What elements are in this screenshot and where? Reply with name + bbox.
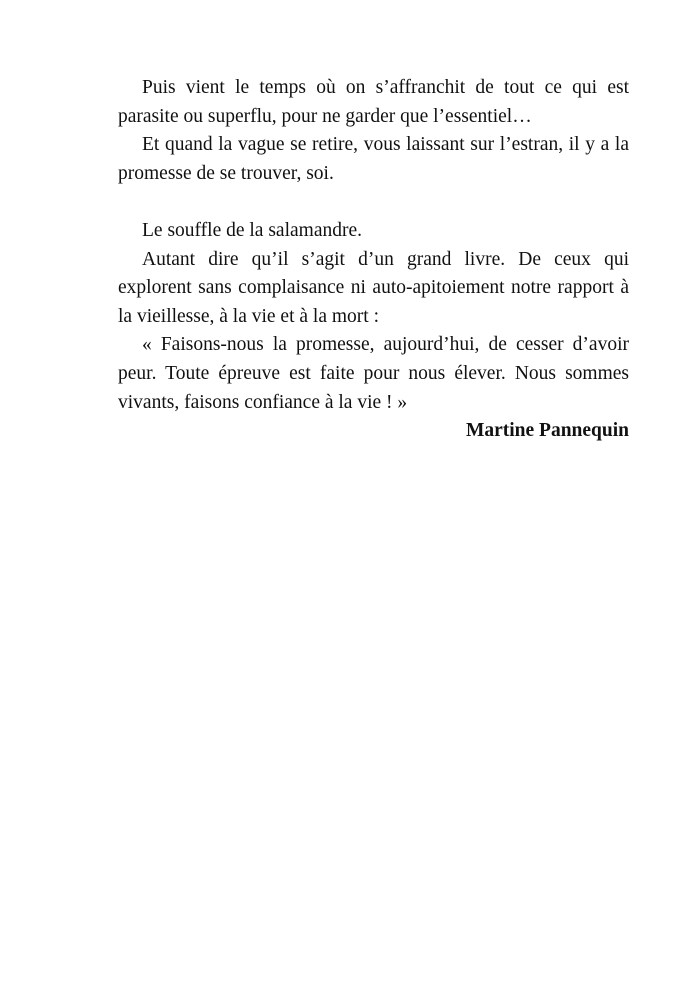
paragraph-estran: Et quand la vague se retire, vous laissant sur l’estran, il y a la promesse de se trouver, soi. bbox=[118, 134, 629, 184]
review-text bbox=[118, 74, 629, 446]
paragraph-essentiel: Puis vient le temps où on s’affranchit de tout ce qui est parasite ou superflu, pour ne garder que l’essentiel… bbox=[118, 77, 629, 127]
paragraph-book-title: Le souffle de la salamandre. bbox=[142, 219, 363, 241]
paragraph-quotation: « Faisons-nous la promesse, aujourd’hui, de cesser d’avoir peur. Toute épreuve est faite pour nous élever. Nous sommes vivants, faisons confiance à la vie ! » bbox=[118, 334, 629, 413]
author-signature: Martine Pannequin bbox=[465, 420, 629, 442]
paragraph-spacer bbox=[118, 188, 629, 217]
paragraph-grand-livre: Autant dire qu’il s’agit d’un grand livre. De ceux qui explorent sans complaisance ni auto-apitoiement notre rapport à la vieillesse, à la vie et à la mort : bbox=[118, 248, 629, 327]
